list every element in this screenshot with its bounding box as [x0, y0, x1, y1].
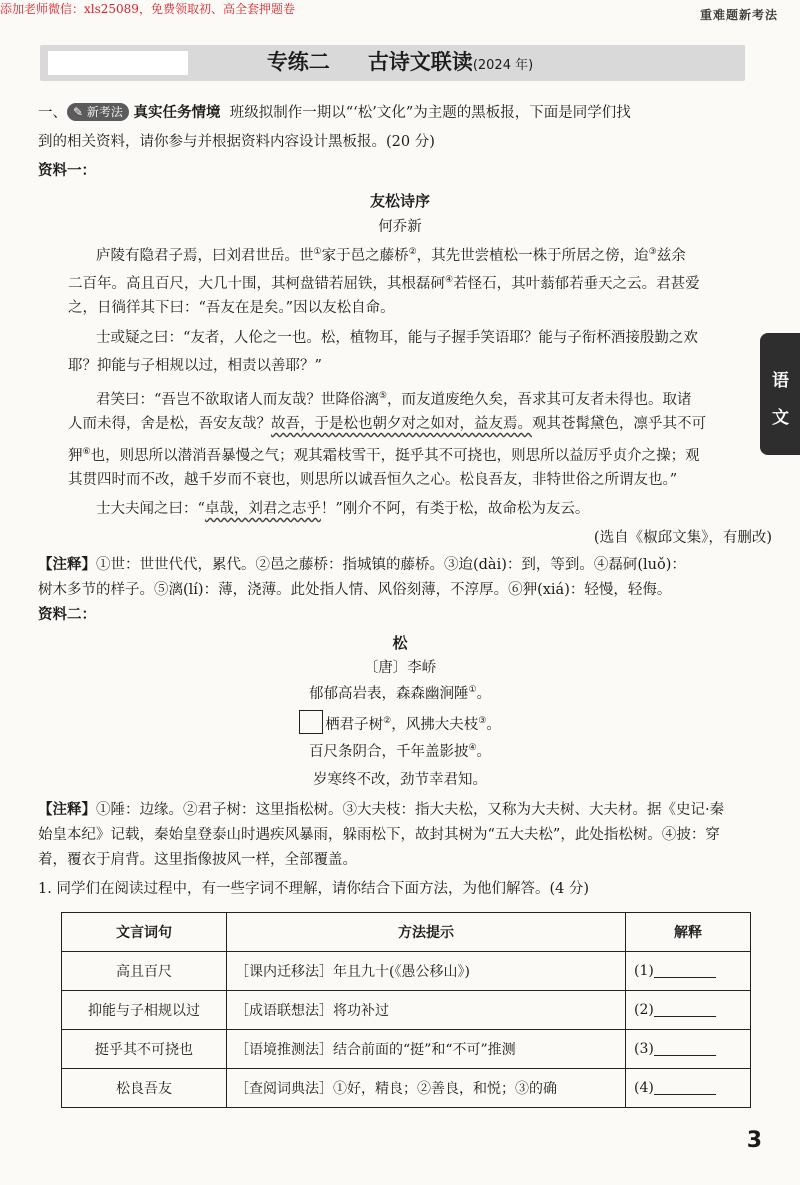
- material1-source: (选自《椒邱文集》，有删改): [593, 530, 772, 546]
- page-number: 3: [746, 1128, 762, 1153]
- subject-side-tab: [760, 333, 800, 455]
- answer-index: (2): [634, 1002, 654, 1018]
- material2-author: 〔唐〕李峤: [363, 660, 437, 676]
- note-label: 【注释】: [38, 557, 96, 573]
- text-seg: 若怪石，其叶蓊郁若垂天之云。君甚爱: [453, 275, 700, 292]
- poem-line4: 岁寒终不改，劲节幸君知。: [313, 772, 487, 788]
- material2-note-line2: 始皇本纪》记载，秦始皇登泰山时遇疾风暴雨，躲雨松下，故封其树为“五大夫松”，此处指松树。④披：穿: [38, 827, 720, 843]
- answer-line[interactable]: [654, 1002, 716, 1017]
- sup-1: ①: [468, 685, 477, 696]
- sup-2: ②: [383, 716, 392, 727]
- table-row: [62, 1030, 751, 1069]
- material2-label: 资料二：: [38, 607, 96, 623]
- phrase-cell: 抑能与子相规以过: [62, 991, 227, 1030]
- answer-table: [61, 912, 751, 1108]
- header-cell: 文言词句: [62, 913, 227, 952]
- phrase-cell: 高且百尺: [62, 952, 227, 991]
- text-seg: ，其先世尝植松一株于所居之傍，迨: [416, 247, 649, 264]
- question-prefix: 一、: [38, 105, 67, 121]
- material2-note-line1: [38, 798, 724, 822]
- answer-cell[interactable]: [626, 1069, 751, 1108]
- method-cell: ［课内迁移法］年且九十(《愚公移山》): [227, 952, 626, 991]
- answer-cell[interactable]: [626, 952, 751, 991]
- material1-note-line2: 树木多节的样子。⑤漓(lí)：薄，浇薄。此处指人情、风俗刻薄，不淳厚。⑥狎(xiá)：轻慢，轻侮。: [38, 582, 672, 598]
- answer-index: (4): [634, 1080, 654, 1096]
- wavy-sentence: 故吾，于是松也朝夕对之如对，益友焉。: [271, 416, 532, 432]
- material1-title: 友松诗序: [369, 192, 430, 210]
- answer-index: (3): [634, 1041, 654, 1057]
- poem-line1: 郁郁高岩表，森森幽涧陲①。: [308, 685, 492, 702]
- sup-4: ④: [468, 743, 477, 754]
- question-intro-line1: [38, 101, 631, 125]
- text-seg: 二百年。高且百尺，大几十围，其柯盘错若屈铁，其根磊砢: [68, 275, 445, 292]
- answer-cell[interactable]: [626, 1030, 751, 1069]
- poem-preface-line4: 士或疑之曰：“友者，人伦之一也。松，植物耳，能与子握手笑语耶？能与子衔杯酒接殷勤之欢: [96, 330, 698, 346]
- question-intro-line2: 到的相关资料，请你参与并根据资料内容设计黑板报。(20 分): [38, 134, 435, 150]
- poem-preface-line10: [96, 497, 589, 521]
- answer-index: (1): [634, 963, 654, 979]
- text-seg: 狎: [68, 447, 83, 464]
- answer-cell[interactable]: [626, 991, 751, 1030]
- text-seg: 人而未得，舍是松，吾安友哉？: [68, 416, 271, 432]
- sup-4: ④: [445, 275, 454, 285]
- poem-preface-line1: [96, 240, 686, 268]
- side-tab-char: 文: [772, 408, 789, 428]
- phrase-cell: 挺乎其不可挠也: [62, 1030, 227, 1069]
- text-seg: 君笑曰：“吾岂不欲取诸人而友哉？世降俗漓: [96, 391, 379, 408]
- task-heading: 真实任务情境: [133, 105, 221, 121]
- poem-line3: 百尺条阴合，千年盖影披④。: [308, 743, 492, 760]
- text-seg: ！”刚介不阿，有类于松，故命松为友云。: [320, 501, 590, 517]
- poem-preface-line5: 耶？抑能与子相规以过，相责以善耶？”: [68, 358, 322, 374]
- poem-preface-line6: [96, 384, 692, 412]
- note-text: ①世：世世代代，累代。②邑之藤桥：指城镇的藤桥。③迨(dài)：到，等到。④磊砢(luǒ)：: [96, 557, 686, 573]
- material1-author: 何乔新: [378, 219, 422, 235]
- note-label: 【注释】: [38, 802, 96, 818]
- answer-line[interactable]: [654, 1080, 716, 1095]
- text-seg: 家于邑之藤桥: [321, 247, 409, 264]
- method-cell: ［成语联想法］将功补过: [227, 991, 626, 1030]
- intro-text-1: 班级拟制作一期以“‘松’文化”为主题的黑板报，下面是同学们找: [229, 105, 631, 121]
- method-cell: ［语境推测法］结合前面的“挺”和“不可”推测: [227, 1030, 626, 1069]
- text-seg: 观其苍髯黛色，凛乎其不可: [532, 416, 706, 432]
- poem-preface-line8: [68, 440, 700, 468]
- text-seg: 士大夫闻之曰：“: [96, 501, 205, 517]
- poem-preface-line9: 其贯四时而不改，越千岁而不衰也，则思所以诚吾恒久之心。松良吾友，非特世俗之所谓友也。”: [68, 472, 678, 488]
- table-row: [62, 952, 751, 991]
- text-seg: 庐陵有隐君子焉，曰刘君世岳。世: [96, 247, 314, 264]
- method-cell: ［查阅词典法］①好，精良；②善良，和悦；③的确: [227, 1069, 626, 1108]
- text-seg: 也，则思所以潜消吾暴慢之气；观其霜枝雪干，挺乎其不可挠也，则思所以益厉乎贞介之操；观: [90, 447, 700, 464]
- text-seg: 栖君子树: [325, 717, 384, 733]
- badge-label: 新考法: [86, 105, 123, 119]
- material2-title: 松: [392, 634, 408, 652]
- poem-preface-line2: [68, 268, 700, 296]
- header-cell: 方法提示: [227, 913, 626, 952]
- new-method-badge: ✎ 新考法: [67, 103, 129, 121]
- question-1: 1. 同学们在阅读过程中，有一些字词不理解，请你结合下面方法，为他们解答。(4 分): [38, 881, 590, 897]
- material2-note-line3: 着，覆衣于肩背。这里指像披风一样，全部覆盖。: [38, 852, 357, 868]
- promo-banner: 添加老师微信：xls25089，免费领取初、高全套押题卷: [0, 2, 295, 16]
- sup-5: ⑤: [378, 391, 387, 401]
- text-seg: ，而友道废绝久矣，吾求其可友者未得也。取诸: [387, 391, 692, 408]
- series-label: 重难题新考法: [699, 8, 778, 22]
- title-section: 专练二: [266, 50, 330, 74]
- material1-note-line1: [38, 553, 686, 577]
- sup-1: ①: [313, 247, 322, 257]
- poem-preface-line7: [68, 412, 706, 436]
- table-header-row: [62, 913, 751, 952]
- sup-6: ⑥: [82, 447, 91, 457]
- answer-line[interactable]: [654, 1041, 716, 1056]
- header-cell: 解释: [626, 913, 751, 952]
- table-row: [62, 991, 751, 1030]
- text-seg: ，风拂大夫枝: [391, 717, 479, 733]
- page-title: [0, 46, 800, 76]
- table-row: [62, 1069, 751, 1108]
- sup-2: ②: [408, 247, 417, 257]
- phrase-cell: 松良吾友: [62, 1069, 227, 1108]
- material1-label: 资料一：: [38, 163, 96, 179]
- wavy-phrase: 卓哉，刘君之志乎: [204, 501, 321, 517]
- title-subject: 古诗文联读: [367, 50, 473, 74]
- answer-line[interactable]: [654, 963, 716, 978]
- poem-line2: 栖君子树②，风拂大夫枝③。: [0, 710, 800, 734]
- side-tab-char: 语: [772, 371, 789, 391]
- text-seg: 郁郁高岩表，森森幽涧陲: [308, 686, 469, 702]
- text-seg: 百尺条阴合，千年盖影披: [308, 744, 469, 760]
- answer-blank-box[interactable]: [299, 710, 323, 734]
- poem-preface-line3: 之，日徜徉其下曰：“吾友在是矣。”因以友松自命。: [68, 300, 395, 316]
- sup-3: ③: [478, 716, 487, 727]
- sup-3: ③: [648, 247, 657, 257]
- note-text: ①陲：边缘。②君子树：这里指松树。③大夫枝：指大夫松，又称为大夫树、大夫材。据《史记·秦: [96, 802, 725, 818]
- text-seg: 兹余: [656, 247, 686, 264]
- title-year: (2024 年): [472, 58, 534, 73]
